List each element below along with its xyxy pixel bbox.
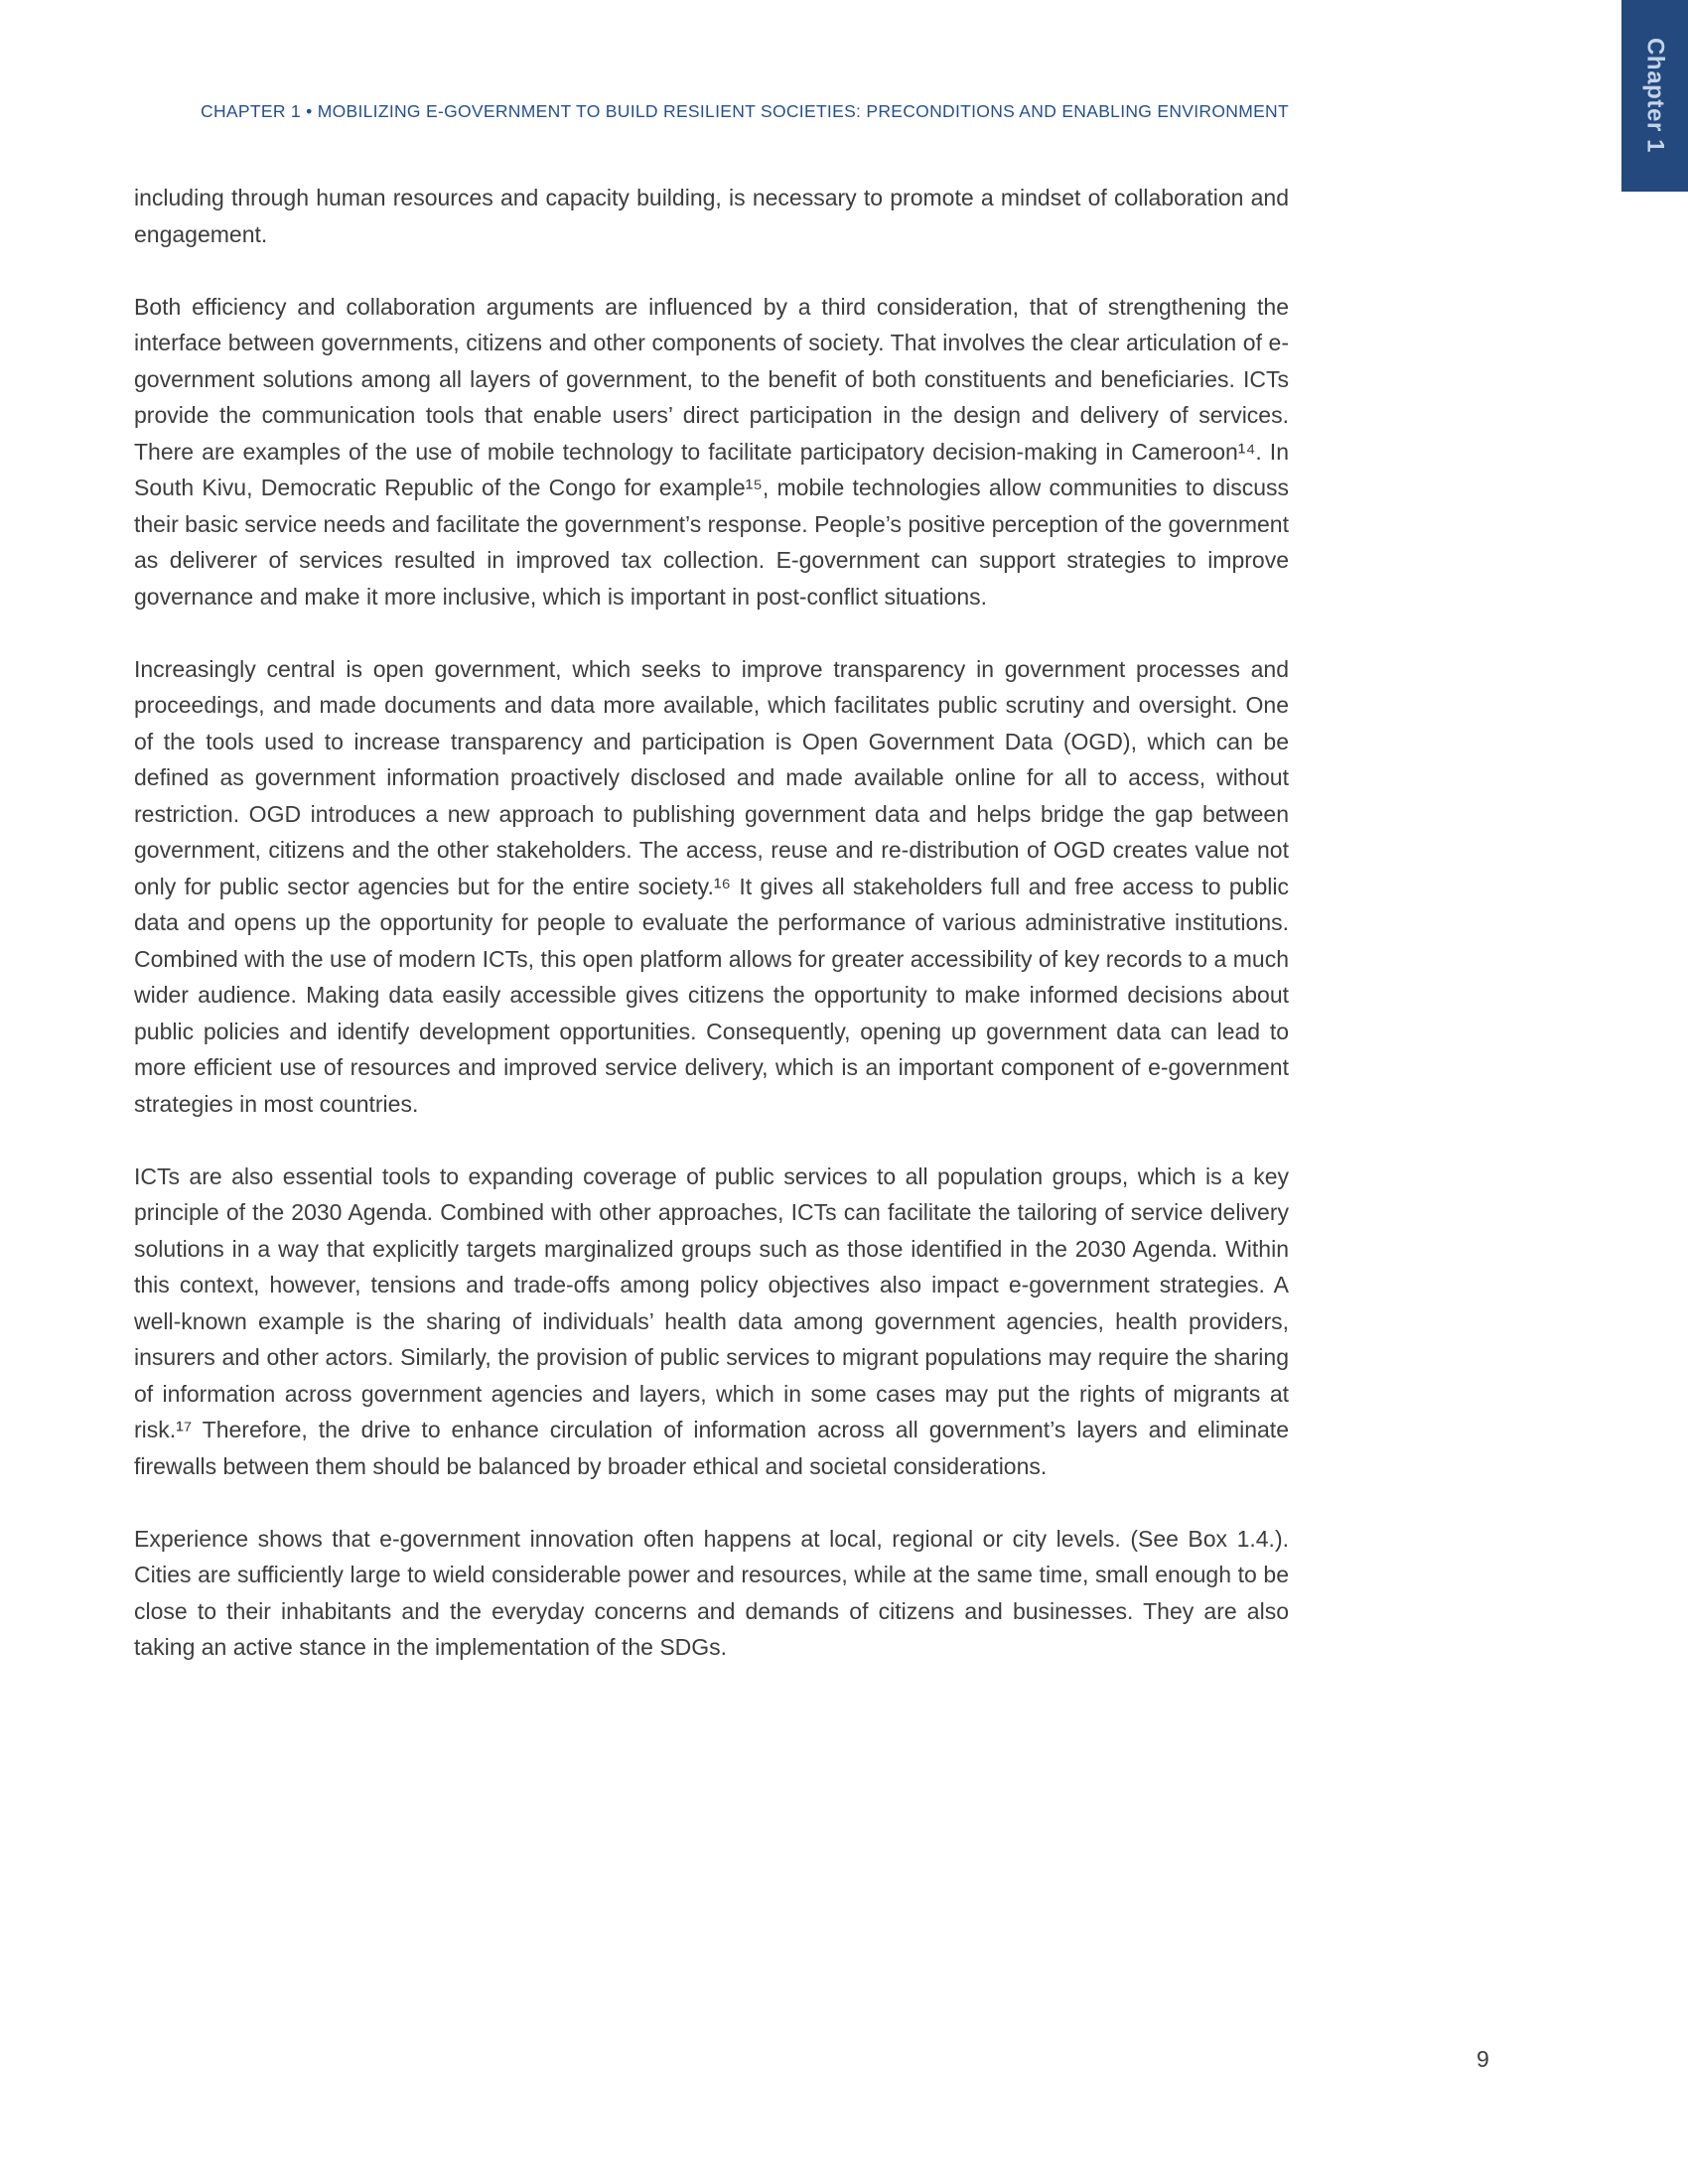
body-paragraph: Experience shows that e-government innovation often happens at local, regional or city levels. (See Box 1.4.). Cities are sufficiently large to wield considerable power and resources, while at the same time, small enough to be close to their inhabitants and the everyday concerns and demands of citizens and businesses. They are also taking an active stance in the implementation of the SDGs. (134, 1525, 1289, 1660)
body-paragraph: Both efficiency and collaboration arguments are influenced by a third consideration, that of strengthening the interface between governments, citizens and other components of society. That involves the clear articulation of e-government solutions among all layers of government, to the benefit of both constituents and beneficiaries. ICTs provide the communication tools that enable users’ direct participation in the design and delivery of services. There are examples of the use of mobile technology to facilitate participatory decision-making in Cameroon¹⁴. In South Kivu, Democratic Republic of the Congo for example¹⁵, mobile technologies allow communities to discuss their basic service needs and facilitate the government’s response. People’s positive perception of the government as deliverer of services resulted in improved tax collection. E-government can support strategies to improve governance and make it more inclusive, which is important in post-conflict situations. (134, 293, 1289, 610)
page-number: 9 (1477, 2046, 1489, 2072)
body-paragraph: ICTs are also essential tools to expanding coverage of public services to all population groups, which is a key principle of the 2030 Agenda. Combined with other approaches, ICTs can facilitate the tailoring of service delivery solutions in a way that explicitly targets marginalized groups such as those identified in the 2030 Agenda. Within this context, however, tensions and trade-offs among policy objectives also impact e-government strategies. A well-known example is the sharing of individuals’ health data among government agencies, health providers, insurers and other actors. Similarly, the provision of public services to migrant populations may require the sharing of information across government agencies and layers, which in some cases may put the rights of migrants at risk.¹⁷ Therefore, the drive to enhance circulation of information across all government’s layers and eliminate firewalls between them should be balanced by broader ethical and societal considerations. (134, 1162, 1289, 1479)
body-paragraph: including through human resources and capacity building, is necessary to promote a mindset of collaboration and engagement. (134, 185, 1289, 247)
running-header: CHAPTER 1 • MOBILIZING E-GOVERNMENT TO BUILD RESILIENT SOCIETIES: PRECONDITIONS AND ENABLING ENVIRONMENT (201, 101, 1289, 121)
chapter-tab-label: Chapter 1 (1641, 38, 1669, 154)
chapter-tab (1621, 0, 1688, 192)
body-text-column (134, 180, 1289, 1666)
body-paragraph: Increasingly central is open government, which seeks to improve transparency in government processes and proceedings, and made documents and data more available, which facilitates public scrutiny and oversight. One of the tools used to increase transparency and participation is Open Government Data (OGD), which can be defined as government information proactively disclosed and made available online for all to access, without restriction. OGD introduces a new approach to publishing government data and helps bridge the gap between government, citizens and the other stakeholders. The access, reuse and re-distribution of OGD creates value not only for public sector agencies but for the entire society.¹⁶ It gives all stakeholders full and free access to public data and opens up the opportunity for people to evaluate the performance of various administrative institutions. Combined with the use of modern ICTs, this open platform allows for greater accessibility of key records to a much wider audience. Making data easily accessible gives citizens the opportunity to make informed decisions about public policies and identify development opportunities. Consequently, opening up government data can lead to more efficient use of resources and improved service delivery, which is an important component of e-government strategies in most countries. (134, 655, 1289, 1117)
